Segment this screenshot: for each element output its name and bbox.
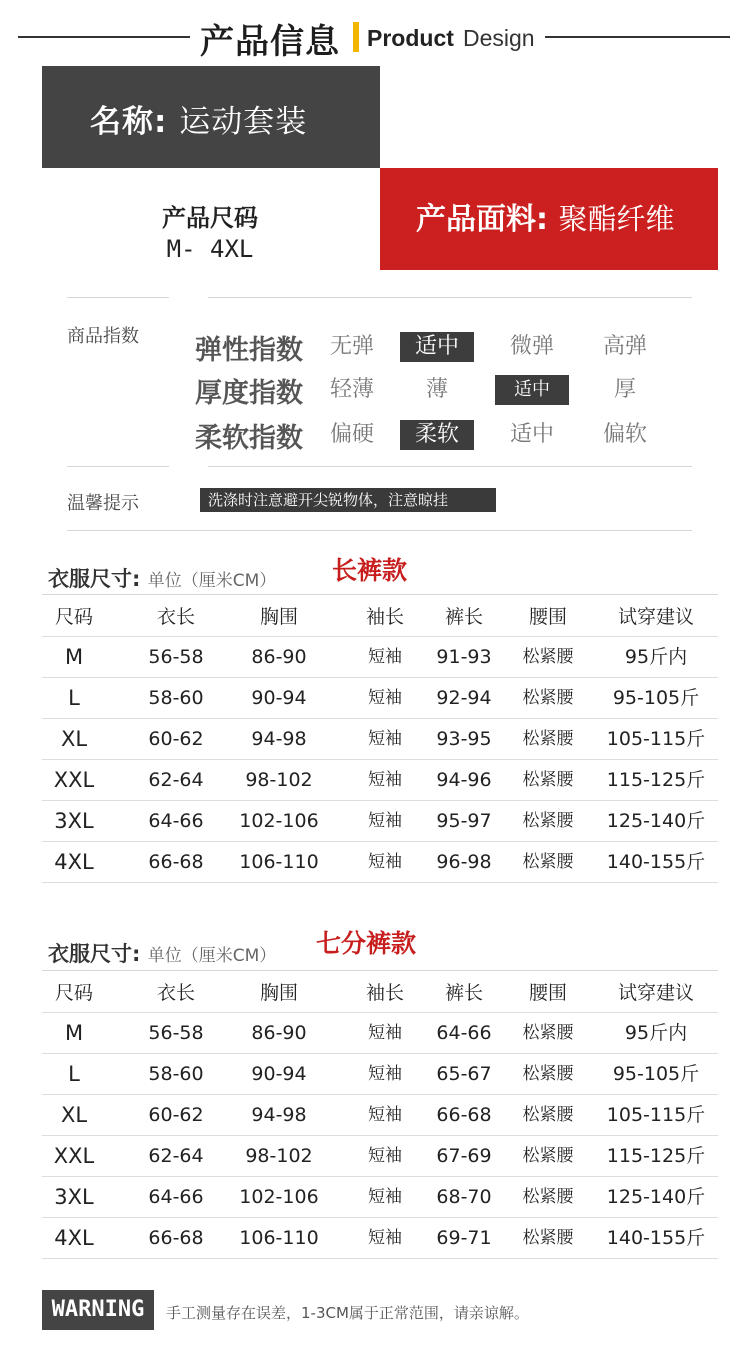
table-cell: 66-68 <box>148 851 204 873</box>
product-name-label: 名称: <box>90 104 168 140</box>
table-row <box>42 1218 718 1259</box>
table-cell: 98-102 <box>245 1145 313 1167</box>
table-cell: 65-67 <box>436 1063 492 1085</box>
table-cell: 95-105斤 <box>612 687 700 709</box>
table-cell: 松紧腰 <box>522 1146 574 1166</box>
table-cell: 松紧腰 <box>522 647 574 667</box>
table-header-cell: 衣长 <box>156 982 195 1004</box>
table-header-cell: 试穿建议 <box>617 982 694 1004</box>
index-option: 偏硬 <box>329 422 374 447</box>
product-size-value: M- 4XL <box>166 235 254 263</box>
table-header-cell: 衣长 <box>156 606 195 628</box>
table-cell: M <box>64 1021 84 1045</box>
table-row <box>42 760 718 801</box>
divider <box>208 466 692 467</box>
index-option: 微弹 <box>509 334 554 359</box>
index-option-selected: 适中 <box>400 332 474 362</box>
table-cell: 66-68 <box>436 1104 492 1126</box>
size-table-long-pants <box>42 597 718 883</box>
table-header-cell: 腰围 <box>528 606 567 628</box>
table-header-row <box>42 973 718 1013</box>
tip-text: 洗涤时注意避开尖锐物体，注意晾挂 <box>200 488 496 512</box>
index-option-selected: 适中 <box>495 375 569 405</box>
table-header-cell: 裤长 <box>444 606 483 628</box>
table-cell: 106-110 <box>239 851 319 873</box>
table-header-cell: 胸围 <box>259 606 298 628</box>
header-divider-right <box>545 36 730 38</box>
table-cell: 125-140斤 <box>606 810 706 832</box>
table-cell: L <box>68 1062 80 1086</box>
table-cell: 62-64 <box>148 1145 204 1167</box>
index-name: 弹性指数 <box>195 335 303 366</box>
size-table-unit: 单位（厘米CM） <box>147 571 277 591</box>
table-cell: 94-98 <box>251 1104 307 1126</box>
size-table-title <box>48 563 276 593</box>
table-cell: 短袖 <box>368 688 402 708</box>
divider <box>42 970 718 971</box>
header-title-en-light: Design <box>463 25 535 51</box>
table-cell: 90-94 <box>251 687 307 709</box>
size-table-tag: 长裤款 <box>332 556 408 585</box>
product-name-box <box>42 66 380 168</box>
table-cell: 短袖 <box>368 1023 402 1043</box>
index-row-softness <box>195 414 715 452</box>
index-option: 适中 <box>509 422 554 447</box>
header-title-cn: 产品信息 <box>200 22 340 62</box>
table-cell: 60-62 <box>148 1104 204 1126</box>
table-cell: 106-110 <box>239 1227 319 1249</box>
table-row <box>42 678 718 719</box>
table-cell: 64-66 <box>436 1022 492 1044</box>
table-row <box>42 801 718 842</box>
table-row <box>42 1177 718 1218</box>
header-title-en-bold: Product <box>367 25 454 51</box>
size-table-tag: 七分裤款 <box>316 929 417 958</box>
header-accent-bar <box>353 22 359 52</box>
index-row-thickness <box>195 369 715 407</box>
table-cell: 短袖 <box>368 1228 402 1248</box>
table-cell: 105-115斤 <box>606 1104 706 1126</box>
table-cell: 95斤内 <box>624 646 688 668</box>
table-cell: 4XL <box>54 1226 94 1250</box>
table-cell: XXL <box>53 768 95 792</box>
index-option: 高弹 <box>602 334 647 359</box>
table-cell: 86-90 <box>251 646 307 668</box>
warning-badge: WARNING <box>42 1290 154 1330</box>
table-header-cell: 裤长 <box>444 982 483 1004</box>
index-option: 无弹 <box>329 334 374 359</box>
table-cell: 短袖 <box>368 1064 402 1084</box>
table-cell: 95-97 <box>436 810 492 832</box>
table-cell: 短袖 <box>368 1146 402 1166</box>
table-cell: 64-66 <box>148 810 204 832</box>
divider <box>67 297 169 298</box>
table-cell: 64-66 <box>148 1186 204 1208</box>
index-name: 柔软指数 <box>195 423 303 454</box>
table-cell: 115-125斤 <box>606 769 706 791</box>
table-cell: 56-58 <box>148 646 204 668</box>
table-cell: 松紧腰 <box>522 1105 574 1125</box>
table-row <box>42 842 718 883</box>
table-cell: 松紧腰 <box>522 1228 574 1248</box>
table-cell: 67-69 <box>436 1145 492 1167</box>
table-row <box>42 1054 718 1095</box>
table-cell: 松紧腰 <box>522 770 574 790</box>
divider <box>208 297 692 298</box>
table-cell: 95斤内 <box>624 1022 688 1044</box>
table-cell: M <box>64 645 84 669</box>
table-cell: 69-71 <box>436 1227 492 1249</box>
size-table-unit: 单位（厘米CM） <box>147 946 277 966</box>
product-name-value: 运动套装 <box>179 104 308 140</box>
table-cell: XL <box>60 727 88 751</box>
table-header-cell: 袖长 <box>365 606 404 628</box>
table-cell: 短袖 <box>368 647 402 667</box>
table-cell: 66-68 <box>148 1227 204 1249</box>
index-option: 偏软 <box>602 422 647 447</box>
table-cell: 短袖 <box>368 1187 402 1207</box>
table-cell: 短袖 <box>368 770 402 790</box>
header-divider-left <box>18 36 190 38</box>
table-cell: 3XL <box>54 1185 94 1209</box>
table-cell: L <box>68 686 80 710</box>
size-table-cropped-pants <box>42 973 718 1259</box>
table-cell: 4XL <box>54 850 94 874</box>
table-cell: 94-96 <box>436 769 492 791</box>
table-cell: 91-93 <box>436 646 492 668</box>
product-fabric-label: 产品面料: <box>416 202 548 237</box>
table-header-cell: 胸围 <box>259 982 298 1004</box>
index-option: 轻薄 <box>329 377 374 402</box>
table-cell: 96-98 <box>436 851 492 873</box>
table-row <box>42 1095 718 1136</box>
table-row <box>42 719 718 760</box>
table-cell: XL <box>60 1103 88 1127</box>
table-cell: XXL <box>53 1144 95 1168</box>
table-cell: 3XL <box>54 809 94 833</box>
table-cell: 松紧腰 <box>522 688 574 708</box>
table-cell: 140-155斤 <box>606 1227 706 1249</box>
table-cell: 125-140斤 <box>606 1186 706 1208</box>
table-cell: 86-90 <box>251 1022 307 1044</box>
table-cell: 98-102 <box>245 769 313 791</box>
table-header-cell: 试穿建议 <box>617 606 694 628</box>
table-cell: 短袖 <box>368 852 402 872</box>
tip-label: 温馨提示 <box>67 493 139 514</box>
table-cell: 62-64 <box>148 769 204 791</box>
table-cell: 松紧腰 <box>522 1187 574 1207</box>
table-cell: 95-105斤 <box>612 1063 700 1085</box>
table-cell: 56-58 <box>148 1022 204 1044</box>
table-cell: 松紧腰 <box>522 1064 574 1084</box>
table-cell: 94-98 <box>251 728 307 750</box>
table-cell: 松紧腰 <box>522 811 574 831</box>
index-name: 厚度指数 <box>195 378 303 409</box>
table-header-cell: 腰围 <box>528 982 567 1004</box>
table-cell: 短袖 <box>368 729 402 749</box>
size-table-title <box>48 938 276 968</box>
table-header-cell: 尺码 <box>54 606 93 628</box>
table-cell: 60-62 <box>148 728 204 750</box>
product-fabric-box <box>380 168 718 270</box>
index-option-selected: 柔软 <box>400 420 474 450</box>
table-cell: 93-95 <box>436 728 492 750</box>
table-row <box>42 1013 718 1054</box>
table-cell: 140-155斤 <box>606 851 706 873</box>
index-option: 薄 <box>425 377 448 402</box>
table-cell: 90-94 <box>251 1063 307 1085</box>
table-cell: 105-115斤 <box>606 728 706 750</box>
table-cell: 102-106 <box>239 810 319 832</box>
table-header-cell: 尺码 <box>54 982 93 1004</box>
table-cell: 115-125斤 <box>606 1145 706 1167</box>
table-cell: 68-70 <box>436 1186 492 1208</box>
product-size-block <box>130 198 290 263</box>
table-header-row <box>42 597 718 637</box>
table-cell: 58-60 <box>148 687 204 709</box>
table-row <box>42 1136 718 1177</box>
index-row-elasticity <box>195 326 715 364</box>
page-header <box>0 12 750 62</box>
table-cell: 92-94 <box>436 687 492 709</box>
size-table-title-text: 衣服尺寸: <box>48 942 141 966</box>
product-fabric-value: 聚酯纤维 <box>558 202 675 236</box>
table-cell: 松紧腰 <box>522 852 574 872</box>
table-cell: 短袖 <box>368 1105 402 1125</box>
size-table-title-text: 衣服尺寸: <box>48 567 141 591</box>
divider <box>42 594 718 595</box>
table-cell: 松紧腰 <box>522 1023 574 1043</box>
index-option: 厚 <box>613 377 636 402</box>
divider <box>67 466 169 467</box>
table-cell: 松紧腰 <box>522 729 574 749</box>
warning-text: 手工测量存在误差，1-3CM属于正常范围，请亲谅解。 <box>166 1304 529 1322</box>
table-cell: 58-60 <box>148 1063 204 1085</box>
divider <box>67 530 692 531</box>
table-row <box>42 637 718 678</box>
table-header-cell: 袖长 <box>365 982 404 1004</box>
table-cell: 102-106 <box>239 1186 319 1208</box>
product-size-label: 产品尺码 <box>162 204 258 232</box>
table-cell: 短袖 <box>368 811 402 831</box>
index-section-label: 商品指数 <box>67 326 139 347</box>
